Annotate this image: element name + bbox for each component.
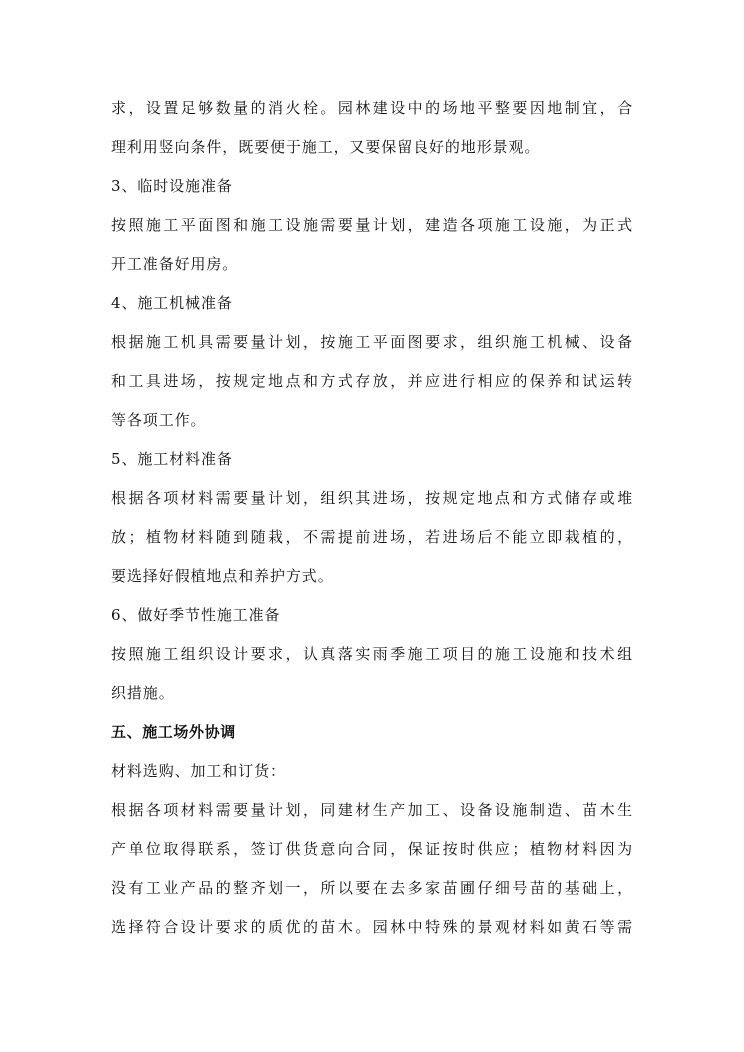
- paragraph-line: 求，设置足够数量的消火栓。园林建设中的场地平整要因地制宜，合: [111, 99, 633, 117]
- paragraph-line: 产单位取得联系，签订供货意向合同，保证按时供应；植物材料因为: [111, 840, 633, 858]
- paragraph-line: 和工具进场，按规定地点和方式存放，并应进行相应的保养和试运转: [111, 372, 633, 390]
- paragraph-line: 按照施工组织设计要求，认真落实雨季施工项目的施工设施和技术组: [111, 645, 633, 663]
- section-title: 4、施工机械准备: [111, 294, 233, 312]
- section-title: 3、临时设施准备: [111, 177, 233, 195]
- paragraph-line: 等各项工作。: [111, 411, 207, 429]
- paragraph-line: 根据各项材料需要量计划，同建材生产加工、设备设施制造、苗木生: [111, 801, 633, 819]
- paragraph-line: 选择符合设计要求的质优的苗木。园林中特殊的景观材料如黄石等需: [111, 918, 633, 936]
- paragraph-line: 开工准备好用房。: [111, 255, 239, 273]
- paragraph-line: 根据各项材料需要量计划，组织其进场，按规定地点和方式储存或堆: [111, 489, 633, 507]
- paragraph-line: 根据施工机具需要量计划，按施工平面图要求，组织施工机械、设备: [111, 333, 633, 351]
- paragraph-line: 理利用竖向条件，既要便于施工，又要保留良好的地形景观。: [111, 138, 541, 156]
- chapter-heading: 五、施工场外协调: [111, 723, 236, 741]
- subsection-title: 材料选购、加工和订货：: [111, 762, 286, 780]
- paragraph-line: 按照施工平面图和施工设施需要量计划，建造各项施工设施，为正式: [111, 216, 633, 234]
- paragraph-line: 织措施。: [111, 684, 175, 702]
- section-title: 6、做好季节性施工准备: [111, 606, 281, 624]
- paragraph-line: 没有工业产品的整齐划一，所以要在去多家苗圃仔细号苗的基础上，: [111, 879, 633, 897]
- paragraph-line: 要选择好假植地点和养护方式。: [111, 567, 334, 585]
- paragraph-line: 放；植物材料随到随栽，不需提前进场，若进场后不能立即栽植的，: [111, 528, 633, 546]
- section-title: 5、施工材料准备: [111, 450, 233, 468]
